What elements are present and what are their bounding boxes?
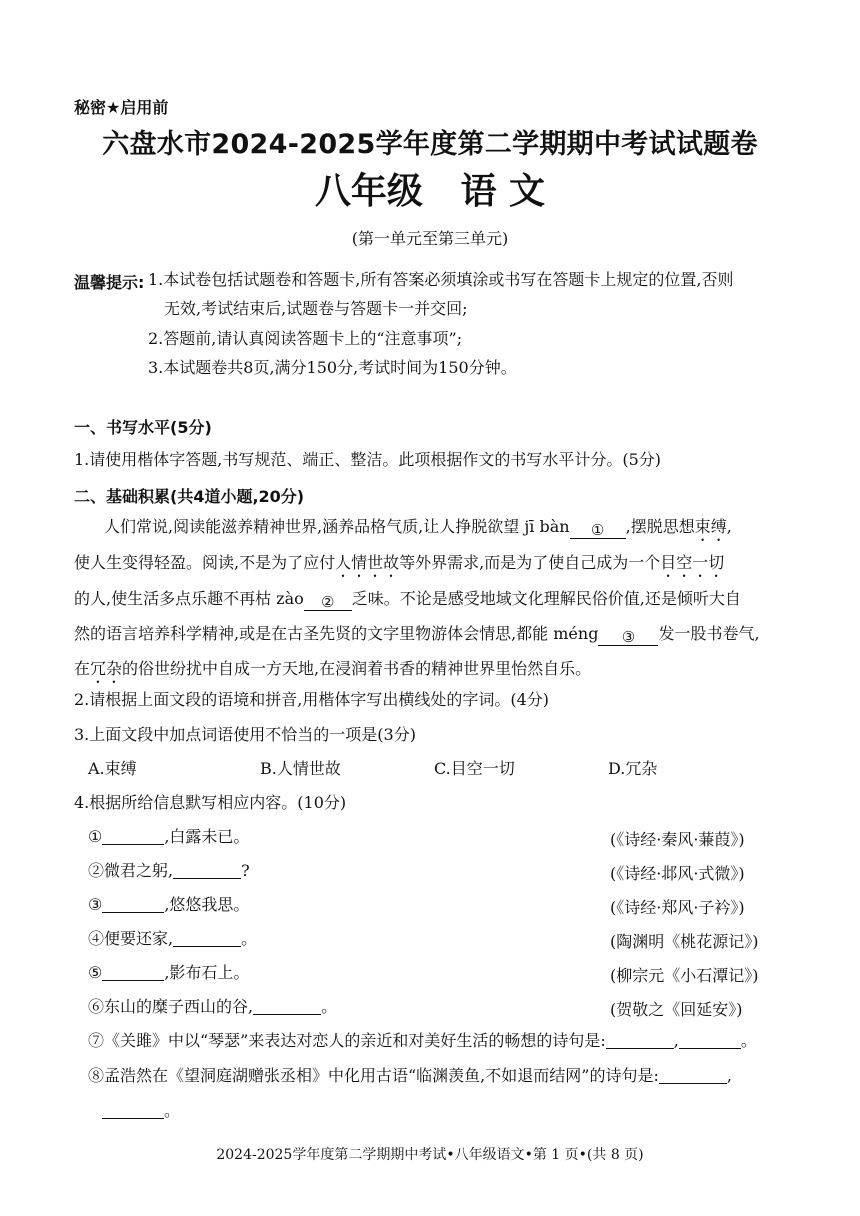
recite-source: (《诗经·邶风·式微》) bbox=[610, 864, 745, 883]
confidential-mark: 秘密★启用前 bbox=[74, 98, 169, 117]
section1-heading: 一、书写水平(5分) bbox=[74, 418, 212, 437]
answer-blank bbox=[679, 1032, 741, 1049]
recite-source: (贺敬之《回延安》) bbox=[610, 1000, 743, 1019]
answer-blank bbox=[102, 828, 164, 845]
notice-item: 2.答题前,请认真阅读答题卡上的“注意事项”; bbox=[148, 329, 463, 348]
subject-title: 八年级 语 文 bbox=[314, 171, 546, 212]
option-a: A.束缚 bbox=[88, 759, 137, 778]
recite-text: 。 bbox=[740, 1031, 757, 1050]
recite-text: 东山的糜子西山的谷, bbox=[104, 997, 254, 1016]
notice-item: 3.本试题卷共8页,满分150分,考试时间为150分钟。 bbox=[148, 358, 517, 377]
answer-blank bbox=[173, 862, 241, 879]
passage-text: 的俗世纷扰中自成一方天地,在浸润着书香的精神世界里怡然自乐。 bbox=[122, 659, 592, 678]
recite-text: ⑧孟浩然在《望洞庭湖赠张丞相》中化用古语“临渊羡鱼,不如退而结网”的诗句是: bbox=[88, 1066, 659, 1085]
answer-blank bbox=[659, 1067, 727, 1084]
passage-line bbox=[74, 616, 780, 651]
blank-1: ① bbox=[570, 522, 626, 539]
dotted-word: 目空一切 bbox=[660, 553, 725, 572]
answer-blank bbox=[173, 930, 241, 947]
passage-line bbox=[74, 545, 780, 581]
passage-line bbox=[74, 581, 780, 616]
question-2: 2.请根据上面文段的语境和拼音,用楷体字写出横线处的字词。(4分) bbox=[74, 690, 550, 709]
recite-text: 便要还家, bbox=[104, 929, 174, 948]
passage-text: 的人,使生活多点乐趣不再枯 zào bbox=[74, 589, 304, 608]
passage-text: 在 bbox=[74, 659, 91, 678]
passage-text: 人们常说,阅读能滋养精神世界,涵养品格气质,让人挣脱欲望 jī bàn bbox=[104, 517, 570, 536]
dotted-word: 束缚 bbox=[694, 517, 727, 536]
passage-text: 使人生变得轻盈。阅读,不是为了应付 bbox=[74, 553, 336, 572]
section2-heading: 二、基础积累(共4道小题,20分) bbox=[74, 487, 305, 506]
item-number: ⑥ bbox=[88, 997, 105, 1016]
passage-line bbox=[74, 509, 780, 545]
recite-item-8 bbox=[88, 1066, 732, 1086]
question-1: 1.请使用楷体字答题,书写规范、端正、整洁。此项根据作文的书写水平计分。(5分) bbox=[74, 450, 662, 469]
recite-item bbox=[88, 963, 249, 983]
question-4: 4.根据所给信息默写相应内容。(10分) bbox=[74, 793, 347, 812]
item-number: ① bbox=[88, 827, 103, 846]
question-3: 3.上面文段中加点词语使用不恰当的一项是(3分) bbox=[74, 725, 416, 744]
dotted-word: 人情世故 bbox=[335, 553, 400, 572]
answer-blank bbox=[253, 998, 321, 1015]
recite-text: ⑦《关雎》中以“琴瑟”来表达对恋人的亲近和对美好生活的畅想的诗句是: bbox=[88, 1031, 606, 1050]
recite-item bbox=[88, 929, 257, 949]
option-d: D.冗杂 bbox=[608, 759, 658, 778]
recite-text: ? bbox=[241, 861, 250, 880]
passage-text: ,摆脱思想 bbox=[625, 517, 695, 536]
recite-source: (《诗经·郑风·子衿》) bbox=[610, 898, 745, 917]
recite-item bbox=[88, 895, 249, 915]
recite-text: , bbox=[673, 1031, 679, 1050]
item-number: ④ bbox=[88, 929, 105, 948]
recite-source: (柳宗元《小石潭记》) bbox=[610, 966, 759, 985]
recite-source: (陶渊明《桃花源记》) bbox=[610, 932, 759, 951]
passage-text: , bbox=[726, 517, 732, 536]
recite-text: 。 bbox=[241, 929, 258, 948]
answer-blank bbox=[102, 964, 164, 981]
item-number: ⑤ bbox=[88, 963, 103, 982]
recite-item bbox=[88, 827, 249, 847]
item-number: ③ bbox=[88, 895, 103, 914]
passage-text: 等外界需求,而是为了使自己成为一个 bbox=[399, 553, 661, 572]
recite-item-8-cont bbox=[102, 1101, 180, 1121]
option-c: C.目空一切 bbox=[434, 759, 515, 778]
recite-text: ,影布石上。 bbox=[164, 963, 250, 982]
answer-blank bbox=[102, 1102, 164, 1119]
recite-item bbox=[88, 997, 337, 1017]
recite-text: 微君之躬, bbox=[104, 861, 174, 880]
passage-line bbox=[74, 651, 780, 687]
dotted-word: 冗杂 bbox=[90, 659, 123, 678]
notice-item: 无效,考试结束后,试题卷与答题卡一并交回; bbox=[164, 299, 468, 318]
notice-label: 温馨提示: bbox=[74, 273, 145, 292]
blank-3: ③ bbox=[598, 629, 658, 646]
answer-blank bbox=[606, 1032, 674, 1049]
passage-text: 乏味。不论是感受地域文化理解民俗价值,还是倾听大自 bbox=[351, 589, 741, 608]
recite-item bbox=[88, 861, 250, 881]
item-number: ② bbox=[88, 861, 105, 880]
blank-2: ② bbox=[304, 594, 352, 611]
page-footer: 2024-2025学年度第二学期期中考试•八年级语文•第 1 页•(共 8 页) bbox=[216, 1147, 644, 1163]
recite-source: (《诗经·秦风·蒹葭》) bbox=[610, 830, 745, 849]
option-b: B.人情世故 bbox=[260, 759, 341, 778]
notice-item: 1.本试卷包括试题卷和答题卡,所有答案必须填涂或书写在答题卡上规定的位置,否则 bbox=[148, 270, 734, 289]
reading-passage bbox=[74, 509, 780, 687]
exam-title: 六盘水市2024-2025学年度第二学期期中考试试题卷 bbox=[102, 129, 758, 160]
recite-item-7 bbox=[88, 1031, 757, 1051]
recite-text: ,悠悠我思。 bbox=[164, 895, 250, 914]
answer-blank bbox=[102, 896, 164, 913]
scope-subtitle: (第一单元至第三单元) bbox=[351, 229, 509, 248]
recite-text: ,白露未已。 bbox=[164, 827, 250, 846]
passage-text: 发一股书卷气, bbox=[658, 624, 760, 643]
recite-text: 。 bbox=[164, 1101, 181, 1120]
recite-text: 。 bbox=[321, 997, 338, 1016]
recite-text: , bbox=[726, 1066, 732, 1085]
passage-text: 然的语言培养科学精神,或是在古圣先贤的文字里物游体会情思,都能 méng bbox=[74, 624, 599, 643]
